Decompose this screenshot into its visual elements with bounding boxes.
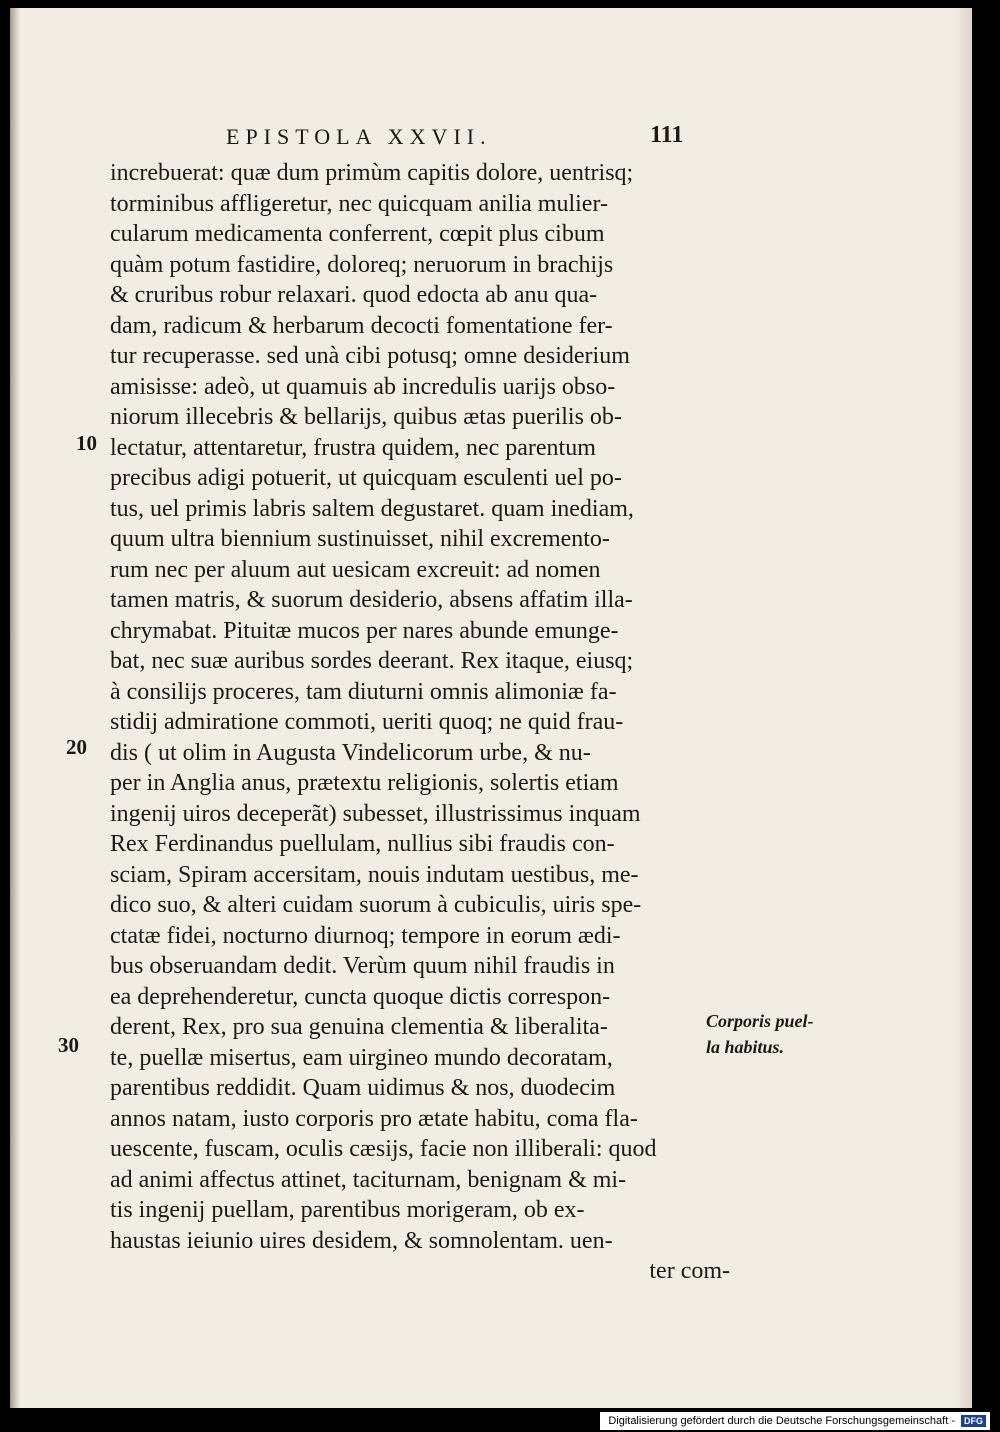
- text-line: Rex Ferdinandus puellulam, nullius sibi fraudis con-: [110, 831, 615, 857]
- text-line: precibus adigi potuerit, ut quicquam esculenti uel po-: [110, 465, 622, 491]
- text-line: increbuerat: quæ dum primùm capitis dolore, uentrisq;: [110, 160, 634, 186]
- page-number: 111: [650, 122, 684, 148]
- text-line: stidij admiratione commoti, ueriti quoq; ne quid frau-: [110, 709, 624, 735]
- text-line: per in Anglia anus, prætextu religionis, solertis etiam: [110, 770, 619, 796]
- text-line: dis ( ut olim in Augusta Vindelicorum urbe, & nu-: [110, 739, 591, 766]
- text-line: quum ultra biennium sustinuisset, nihil excremento-: [110, 526, 610, 552]
- text-line: chrymabat. Pituitæ mucos per nares abunde emunge-: [110, 617, 619, 644]
- text-line: & cruribus robur relaxari. quod edocta ab anu qua-: [110, 282, 598, 308]
- text-line: tamen matris, & suorum desiderio, absens affatim illa-: [110, 587, 633, 613]
- text-line: torminibus affligeretur, nec quicquam anilia mulier-: [110, 190, 608, 217]
- line-number: 30: [58, 1033, 79, 1057]
- text-line: cularum medicamenta conferrent, cœpit plus cibum: [110, 221, 605, 247]
- gutter-shadow: [10, 8, 20, 1408]
- text-line: ad animi affectus attinet, taciturnam, benignam & mi-: [110, 1166, 627, 1193]
- text-line: rum nec per aluum aut uesicam excreuit: ad nomen: [110, 556, 601, 583]
- line-number: 20: [66, 735, 87, 759]
- text-line: tus, uel primis labris saltem degustaret. quam inediam,: [110, 495, 634, 522]
- text-line: tur recuperasse. sed unà cibi potusq; omne desiderium: [110, 343, 630, 369]
- marginal-note: [706, 1008, 814, 1060]
- body-text: [110, 158, 730, 1287]
- funding-text: Digitalisierung gefördert durch die Deutsche Forschungsgemeinschaft -: [608, 1415, 955, 1427]
- text-line: quàm potum fastidire, doloreq; neruorum in brachijs: [110, 251, 614, 278]
- text-line: te, puellæ misertus, eam uirgineo mundo decoratam,: [110, 1044, 613, 1071]
- book-page: [10, 8, 972, 1408]
- text-line: niorum illecebris & bellarijs, quibus ætas puerilis ob-: [110, 404, 622, 430]
- marginal-note-line: Corporis puel-: [706, 1011, 814, 1031]
- text-line: tis ingenij puellam, parentibus morigeram, ob ex-: [110, 1197, 585, 1223]
- marginal-note-line: la habitus.: [706, 1037, 785, 1057]
- text-line: uescente, fuscam, oculis cæsijs, facie non illiberali: quod: [110, 1136, 657, 1162]
- text-line: à consilijs proceres, tam diuturni omnis alimoniæ fa-: [110, 678, 617, 705]
- text-line: ctatæ fidei, nocturno diurnoq; tempore in eorum ædi-: [110, 922, 621, 949]
- text-line: bat, nec suæ auribus sordes deerant. Rex itaque, eiusq;: [110, 648, 634, 674]
- catchword: ter com-: [649, 1258, 730, 1284]
- text-line: sciam, Spiram accersitam, nouis indutam uestibus, me-: [110, 861, 639, 888]
- text-line: annos natam, iusto corporis pro ætate habitu, coma fla-: [110, 1105, 638, 1132]
- text-line: amisisse: adeò, ut quamuis ab incredulis uarijs obso-: [110, 373, 616, 400]
- line-number: 10: [76, 431, 97, 455]
- funding-notice: [600, 1412, 990, 1430]
- text-line: ea deprehenderetur, cuncta quoque dictis correspon-: [110, 983, 611, 1010]
- page-edge: [954, 8, 972, 1408]
- text-line: lectatur, attentaretur, frustra quidem, nec parentum: [110, 434, 596, 461]
- text-line: bus obseruandam dedit. Verùm quum nihil fraudis in: [110, 953, 615, 979]
- text-line: ingenij uiros deceperãt) subesset, illustrissimus inquam: [110, 800, 641, 827]
- text-line: dam, radicum & herbarum decocti fomentatione fer-: [110, 312, 613, 339]
- dfg-logo: DFG: [961, 1415, 986, 1427]
- text-line: derent, Rex, pro sua genuina clementia & liberalita-: [110, 1014, 608, 1040]
- text-line: dico suo, & alteri cuidam suorum à cubiculis, uiris spe-: [110, 892, 642, 918]
- text-line: haustas ieiunio uires desidem, & somnolentam. uen-: [110, 1227, 613, 1254]
- text-line: parentibus reddidit. Quam uidimus & nos, duodecim: [110, 1075, 616, 1101]
- running-head: EPISTOLA XXVII.: [226, 124, 492, 149]
